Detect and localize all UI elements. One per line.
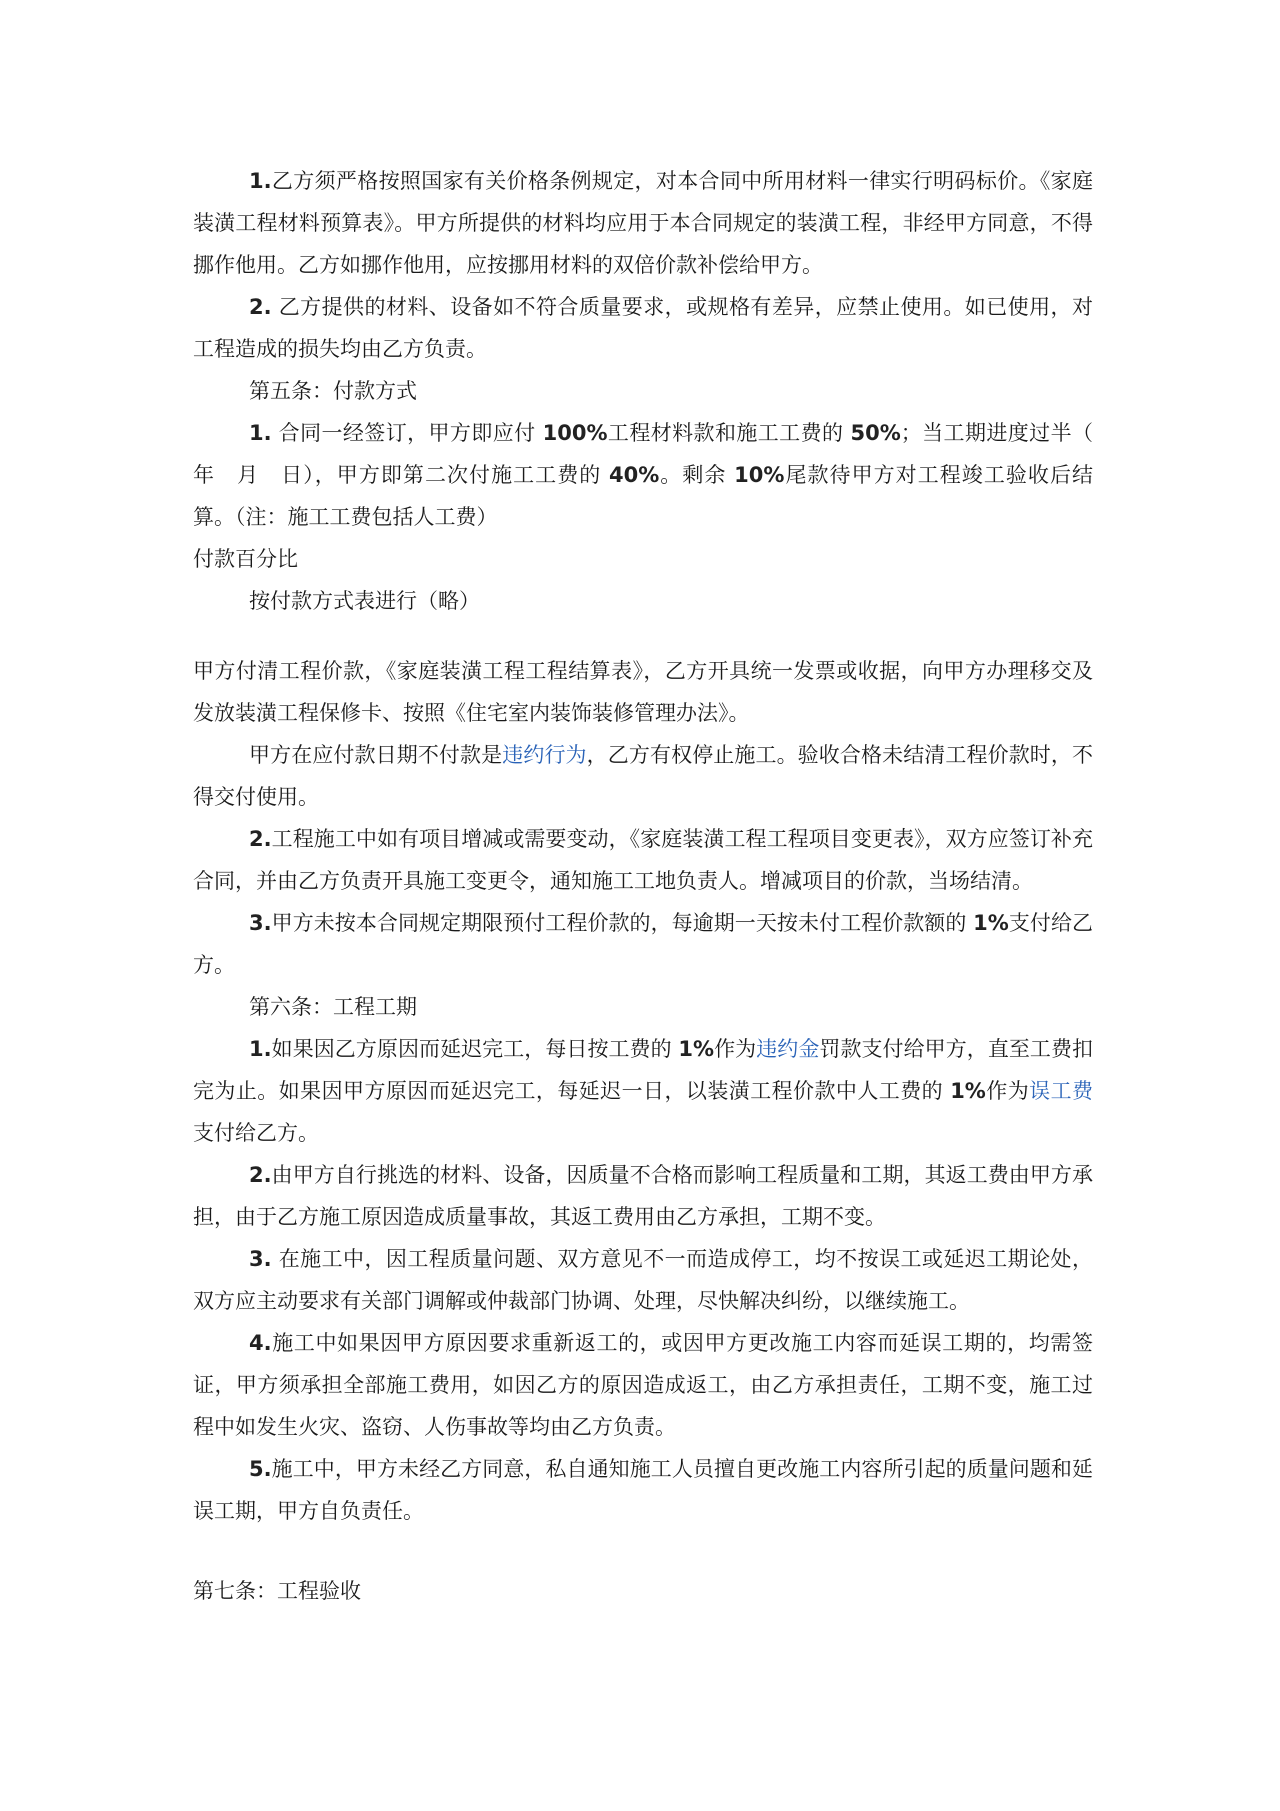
clause-5-item-2 <box>193 818 1093 902</box>
penalty-link[interactable]: 违约金 <box>756 1037 820 1061</box>
item-number: 1. <box>249 421 272 445</box>
payment-percentage-label: 付款百分比 <box>193 547 298 571</box>
delay-fee-link[interactable]: 误工费 <box>1029 1079 1094 1103</box>
item-text: 工程施工中如有项目增减或需要变动，《家庭装潢工程工程项目变更表》，双方应签订补充合同，并由乙方负责开具施工变更令，通知施工工地负责人。增减项目的价款，当场结清。 <box>193 827 1093 893</box>
item-text: 支付给乙方。 <box>193 911 1093 977</box>
item-text: ，乙方有权停止施工。验收合格未结清工程价款时，不得交付使用。 <box>193 743 1094 809</box>
heading-article-6: 第六条：工程工期 <box>249 995 417 1019</box>
item-number: 4. <box>249 1331 272 1355</box>
clause-6-item-3 <box>193 1238 1093 1322</box>
item-text: 工程材料款和施工工费的 <box>607 421 851 445</box>
heading-article-7: 第七条：工程验收 <box>193 1579 361 1603</box>
clause-6-item-5 <box>193 1448 1093 1532</box>
item-text: 乙方须严格按照国家有关价格条例规定，对本合同中所用材料一律实行明码标价。《家庭装潢工程材料预算表》。甲方所提供的材料均应用于本合同规定的装潢工程，非经甲方同意，不得挪作他用。乙方如挪作他用，应按挪用材料的双倍价款补偿给甲方。 <box>193 169 1093 277</box>
item-text: 。剩余 <box>659 463 735 487</box>
payment-table-note: 按付款方式表进行（略） <box>249 589 480 613</box>
percent-value: 10% <box>734 463 785 487</box>
clause-5-item-3 <box>193 902 1093 986</box>
item-text: 甲方在应付款日期不付款是 <box>249 743 503 767</box>
item-text: ；当工期进度过半（ 年 月 日），甲方即第二次付施工工费的 <box>193 421 1114 487</box>
item-number: 3. <box>249 911 272 935</box>
breach-paragraph <box>193 734 1093 818</box>
document-page <box>193 160 1114 1612</box>
item-text: 乙方提供的材料、设备如不符合质量要求，或规格有差异，应禁止使用。如已使用，对工程造成的损失均由乙方负责。 <box>193 295 1093 361</box>
item-number: 2. <box>249 295 272 319</box>
spacer <box>193 622 1093 650</box>
clause-6-item-1 <box>193 1028 1093 1154</box>
item-number: 2. <box>249 827 272 851</box>
breach-link[interactable]: 违约行为 <box>502 743 587 767</box>
percent-value: 1% <box>973 911 1009 935</box>
item-text: 在施工中，因工程质量问题、双方意见不一而造成停工，均不按误工或延迟工期论处，双方应主动要求有关部门调解或仲裁部门协调、处理，尽快解决纠纷，以继续施工。 <box>193 1247 1093 1313</box>
item-text: 作为 <box>714 1037 757 1061</box>
item-number: 1. <box>249 1037 272 1061</box>
item-text: 由甲方自行挑选的材料、设备，因质量不合格而影响工程质量和工期，其返工费由甲方承担，由于乙方施工原因造成质量事故，其返工费用由乙方承担，工期不变。 <box>193 1163 1093 1229</box>
item-number: 3. <box>249 1247 272 1271</box>
settlement-paragraph: 甲方付清工程价款，《家庭装潢工程工程结算表》，乙方开具统一发票或收据，向甲方办理移交及发放装潢工程保修卡、按照《住宅室内装饰装修管理办法》。 <box>193 659 1093 725</box>
clause-4-item-1 <box>193 160 1093 286</box>
percent-value: 50% <box>850 421 901 445</box>
spacer <box>193 1532 1093 1570</box>
item-text: 施工中如果因甲方原因要求重新返工的，或因甲方更改施工内容而延误工期的，均需签证，甲方须承担全部施工费用，如因乙方的原因造成返工，由乙方承担责任，工期不变，施工过程中如发生火灾、盗窃、人伤事故等均由乙方负责。 <box>193 1331 1093 1439</box>
item-text: 罚款支付给甲方，直至工费扣完为止。如果因甲方原因而延迟完工，每延迟一日，以装潢工程价款中人工费的 <box>193 1037 1094 1103</box>
heading-article-5: 第五条：付款方式 <box>249 379 417 403</box>
item-number: 1. <box>249 169 272 193</box>
clause-6-item-2 <box>193 1154 1093 1238</box>
item-text: 合同一经签订，甲方即应付 <box>271 421 543 445</box>
percent-value: 100% <box>542 421 608 445</box>
clause-5-item-1 <box>193 412 1114 538</box>
percent-value: 1% <box>950 1079 986 1103</box>
item-text: 甲方未按本合同规定期限预付工程价款的，每逾期一天按未付工程价款额的 <box>271 911 974 935</box>
clause-6-item-4 <box>193 1322 1093 1448</box>
percent-value: 40% <box>609 463 660 487</box>
percent-value: 1% <box>678 1037 715 1061</box>
item-text: 施工中，甲方未经乙方同意，私自通知施工人员擅自更改施工内容所引起的质量问题和延误工期，甲方自负责任。 <box>193 1457 1093 1523</box>
clause-4-item-2 <box>193 286 1093 370</box>
item-text: 作为 <box>985 1079 1030 1103</box>
item-text: 如果因乙方原因而延迟完工，每日按工费的 <box>271 1037 679 1061</box>
item-number: 5. <box>249 1457 272 1481</box>
item-number: 2. <box>249 1163 272 1187</box>
item-text: 支付给乙方。 <box>193 1121 319 1145</box>
item-text: 尾款待甲方对工程竣工验收后结算。（注：施工工费包括人工费） <box>193 463 1093 529</box>
